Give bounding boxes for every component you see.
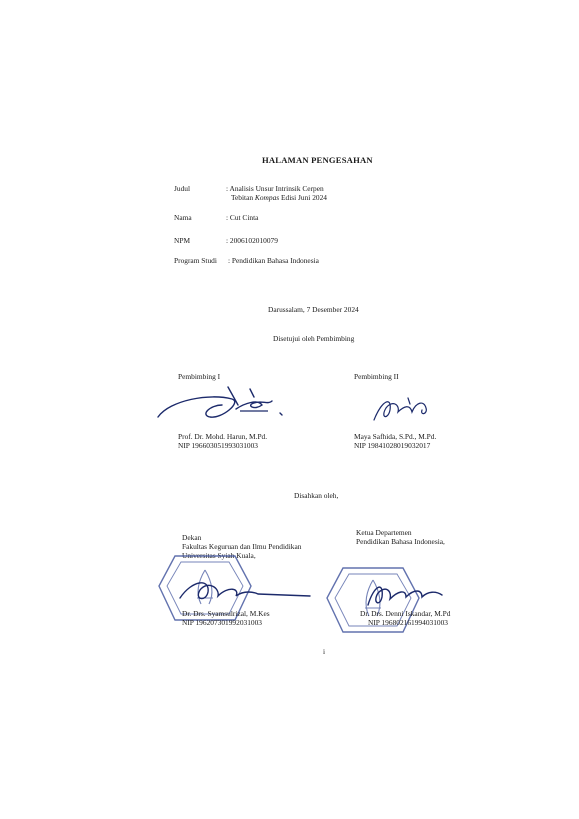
judul-value-line2	[231, 193, 327, 202]
npm-value: : 2006102010079	[226, 236, 278, 245]
supervisor1-nip: NIP 196603051993031003	[178, 441, 258, 450]
supervisor2-name: Maya Safhida, S.Pd., M.Pd.	[354, 432, 437, 441]
nama-value: : Cut Cinta	[226, 213, 259, 222]
page-number: i	[323, 647, 326, 656]
supervisor2-nip: NIP 19841028019032017	[354, 441, 431, 450]
head-line2: Pendidikan Bahasa Indonesia,	[356, 537, 445, 546]
judul-line2-pre: Tebitan	[231, 193, 255, 202]
head-name: Dr. Drs. Denni Iskandar, M.Pd	[360, 609, 451, 618]
dean-line3: Universitas Syiah Kuala,	[182, 551, 256, 560]
supervisor1-role: Pembimbing I	[178, 372, 221, 381]
prodi-value: : Pendidikan Bahasa Indonesia	[228, 256, 319, 265]
head-line1: Ketua Departemen	[356, 528, 412, 537]
ratified-by: Disahkan oleh,	[294, 491, 339, 500]
judul-value-line1: : Analisis Unsur Intrinsik Cerpen	[226, 184, 324, 193]
dean-name: Dr. Drs. Syamsulrizal, M.Kes	[182, 609, 270, 618]
prodi-label: Program Studi	[174, 256, 217, 265]
judul-line2-post: Edisi Juni 2024	[279, 193, 327, 202]
place-date: Darussalam, 7 Desember 2024	[268, 305, 359, 314]
page-title: HALAMAN PENGESAHAN	[262, 155, 373, 165]
approved-by: Disetujui oleh Pembimbing	[273, 334, 355, 343]
supervisor2-role: Pembimbing II	[354, 372, 399, 381]
dean-nip: NIP 196207301992031003	[182, 618, 262, 627]
nama-label: Nama	[174, 213, 192, 222]
supervisor1-name: Prof. Dr. Mohd. Harun, M.Pd.	[178, 432, 268, 441]
supervisor1-signature	[150, 375, 290, 425]
dean-line1: Dekan	[182, 533, 202, 542]
judul-line2-italic: Kompas	[254, 193, 280, 202]
dean-signature	[170, 570, 320, 610]
npm-label: NPM	[174, 236, 191, 245]
supervisor2-signature	[370, 390, 450, 430]
judul-label: Judul	[174, 184, 191, 193]
dean-line2: Fakultas Keguruan dan Ilmu Pendidikan	[182, 542, 302, 551]
head-nip: NIP 196802161994031003	[368, 618, 448, 627]
